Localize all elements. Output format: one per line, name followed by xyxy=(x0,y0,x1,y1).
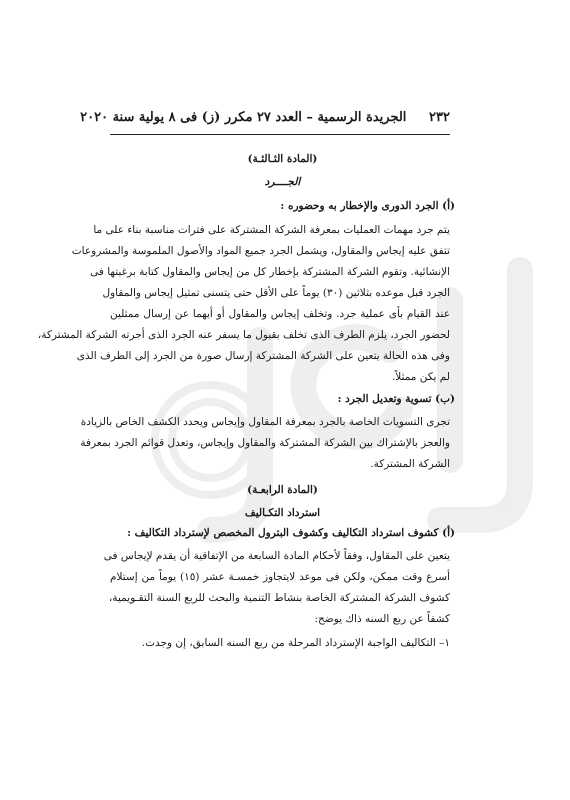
paragraph-line: الإنشائية. وتقوم الشركة المشتركة بإخطار كل من إيجاس والمقاول كتابة برغبتها فى xyxy=(90,266,450,278)
paragraph-line: والعجز بالإشتراك بين الشركة المشتركة والمقاول وإيجاس، وتعدل قوائم الجرد بمعرفة xyxy=(80,437,450,449)
page-number: ٢٣٢ xyxy=(429,110,450,125)
list-item: ١– التكاليف الواجبة الإسترداد المرحلة من ربع السنه السابق، إن وجدت. xyxy=(141,637,450,649)
paragraph-line: يتم جرد مهمات العمليات بمعرفة الشركة المشتركة على فترات مناسبة بناء على ما xyxy=(93,224,450,236)
paragraph-line: تتفق عليه إيجاس والمقاول، ويشمل الجرد جميع المواد والأصول الملموسة والمشروعات xyxy=(71,245,450,257)
paragraph-line: كشوف الشركة المشتركة الخاصة بنشاط التنمية والبحث للربع السنة التقـويمية، xyxy=(108,592,450,604)
paragraph-line: لم يكن ممثلاً. xyxy=(391,371,450,383)
article-three-subtitle: الجــــرد xyxy=(264,176,301,188)
article-four-subtitle: استرداد التكـاليف xyxy=(244,507,321,519)
paragraph-line: الشركة المشتركة. xyxy=(370,458,450,470)
gazette-issue-line: الجريدة الرسمية – العدد ٢٧ مكرر (ز) فى ٨ يولية سنة ٢٠٢٠ xyxy=(80,110,407,125)
article-three-title: (المادة الثـالثـة) xyxy=(247,153,318,165)
header-divider xyxy=(110,134,450,135)
paragraph-line: الجرد قبل موعده بثلاثين (٣٠) يوماً على الأقل حتى يتسنى تمثيل إيجاس والمقاول xyxy=(102,287,450,299)
paragraph-line: أسرع وقت ممكن، ولكن فى موعد لايتجاوز خمسـة عشر (١٥) يوماً من إستلام xyxy=(110,571,450,583)
paragraph-line: وفى هذه الحالة يتعين على الشركة المشتركة إرسال صورة من الجرد إلى الطرف الذى xyxy=(76,350,450,362)
article-four-title: (المادة الرابعـة) xyxy=(247,484,318,496)
article-three-section-a-heading: (أ) الجرد الدورى والإخطار به وحضوره : xyxy=(280,200,455,212)
gazette-header xyxy=(80,110,450,132)
paragraph-line: يتعين على المقاول، وفقاً لأحكام المادة السابعة من الإتفاقية أن يقدم لإيجاس فى xyxy=(103,550,450,562)
paragraph-line: تجرى التسويات الخاصة بالجرد بمعرفة المقاول وإيجاس ويحدد الكشف الخاص بالزيادة xyxy=(80,416,450,428)
paragraph-line: كشفاً عن ربع السنه ذاك يوضح: xyxy=(314,613,450,625)
article-four-section-a-heading: (أ) كشوف استرداد التكاليف وكشوف البترول المخصص لإسترداد التكاليف : xyxy=(127,527,455,539)
paragraph-line: لحضور الجرد، يلزم الطرف الذى تخلف بقبول ما يسفر عنه الجرد الذى أجرته الشركة المشتركة، xyxy=(37,329,450,341)
paragraph-line: عند القيام بأى عملية جرد. وتخلف إيجاس والمقاول أو أيهما عن إرسال ممثلين xyxy=(110,308,450,320)
article-three-section-b-heading: (ب) تسوية وتعديل الجرد : xyxy=(337,393,455,405)
